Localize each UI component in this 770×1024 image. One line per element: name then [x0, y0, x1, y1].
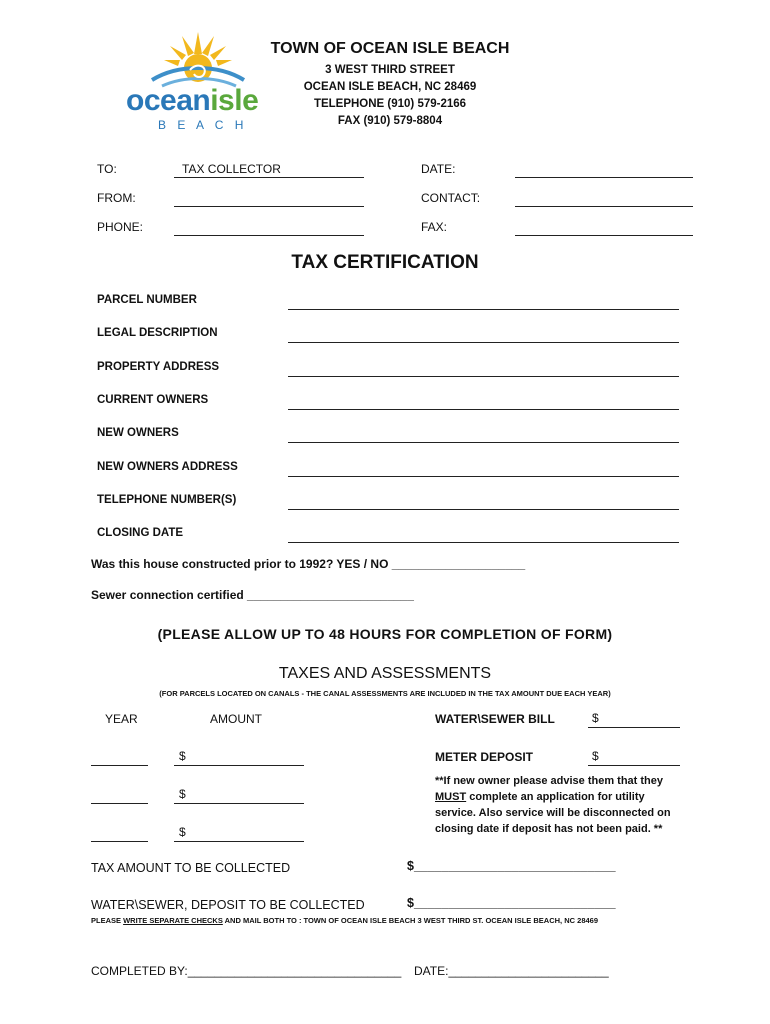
- note-must: MUST: [435, 791, 467, 803]
- completion-notice: (PLEASE ALLOW UP TO 48 HOURS FOR COMPLETION OF FORM): [157, 626, 613, 642]
- note-line-4: closing date if deposit has not been paid. **: [435, 823, 663, 835]
- form-title: TAX CERTIFICATION: [291, 252, 479, 273]
- amount-line[interactable]: [174, 841, 304, 842]
- checks-prefix: PLEASE: [91, 916, 124, 925]
- water-bill-dollar: $: [592, 711, 599, 725]
- org-header: [240, 40, 540, 130]
- completed-date[interactable]: DATE:________________________: [414, 964, 609, 978]
- water-deposit-value[interactable]: $_____________________________: [407, 896, 616, 910]
- field-label: CURRENT OWNERS: [97, 393, 209, 406]
- tax-amount-label: TAX AMOUNT TO BE COLLECTED: [91, 861, 291, 875]
- amount-dollar: $: [179, 825, 186, 839]
- contact-line[interactable]: [515, 206, 693, 207]
- water-bill-label: WATER\SEWER BILL: [435, 712, 555, 726]
- field-label: PROPERTY ADDRESS: [97, 360, 220, 373]
- meter-deposit-line[interactable]: [588, 765, 680, 766]
- field-label: CLOSING DATE: [97, 527, 184, 540]
- note-line-3: service. Also service will be disconnected on: [435, 807, 671, 819]
- question-1992: Was this house constructed prior to 1992? YES / NO ____________________: [91, 557, 526, 571]
- amount-dollar: $: [179, 787, 186, 801]
- address-line2: OCEAN ISLE BEACH, NC 28469: [303, 81, 477, 93]
- date-line[interactable]: [515, 177, 693, 178]
- address-line1: 3 WEST THIRD STREET: [325, 64, 455, 76]
- logo-isle: isle: [210, 84, 259, 117]
- amount-label: AMOUNT: [210, 712, 262, 726]
- telephone-line: TELEPHONE (910) 579-2166: [313, 98, 467, 110]
- field-label: NEW OWNERS: [97, 427, 179, 440]
- field-input-line[interactable]: [288, 442, 679, 443]
- fax-field-line[interactable]: [515, 235, 693, 236]
- amount-line[interactable]: [174, 803, 304, 804]
- date-label: DATE:: [421, 162, 456, 176]
- meter-deposit-dollar: $: [592, 749, 599, 763]
- year-line[interactable]: [91, 841, 148, 842]
- amount-dollar: $: [179, 749, 186, 763]
- year-label: YEAR: [105, 712, 138, 726]
- note-line-2: complete an application for utility: [466, 791, 645, 803]
- tax-amount-value[interactable]: $_____________________________: [407, 859, 616, 873]
- from-line[interactable]: [174, 206, 364, 207]
- phone-line[interactable]: [174, 235, 364, 236]
- to-value: TAX COLLECTOR: [182, 162, 281, 176]
- logo-beach: B E A C H: [158, 118, 248, 132]
- fax-line: FAX (910) 579-8804: [337, 115, 443, 127]
- amount-line[interactable]: [174, 765, 304, 766]
- field-input-line[interactable]: [288, 309, 679, 310]
- field-input-line[interactable]: [288, 476, 679, 477]
- meter-deposit-label: METER DEPOSIT: [435, 750, 534, 764]
- field-input-line[interactable]: [288, 409, 679, 410]
- checks-underlined: WRITE SEPARATE CHECKS: [123, 916, 223, 925]
- field-input-line[interactable]: [288, 342, 679, 343]
- sewer-certified: Sewer connection certified _________________________: [91, 588, 414, 602]
- note-line-1: **If new owner please advise them that they: [435, 775, 664, 787]
- owner-note: [435, 773, 685, 837]
- completed-by[interactable]: COMPLETED BY:________________________________: [91, 964, 402, 978]
- field-label: LEGAL DESCRIPTION: [97, 327, 218, 340]
- field-label: TELEPHONE NUMBER(S): [97, 493, 237, 506]
- logo-ocean: ocean: [126, 84, 211, 117]
- year-line[interactable]: [91, 765, 148, 766]
- field-input-line[interactable]: [288, 509, 679, 510]
- field-input-line[interactable]: [288, 376, 679, 377]
- contact-label: CONTACT:: [421, 191, 481, 205]
- year-line[interactable]: [91, 803, 148, 804]
- taxes-heading: TAXES AND ASSESSMENTS: [278, 665, 492, 682]
- to-label: TO:: [97, 162, 117, 176]
- water-deposit-label: WATER\SEWER, DEPOSIT TO BE COLLECTED: [91, 898, 365, 912]
- water-bill-line[interactable]: [588, 727, 680, 728]
- field-label: PARCEL NUMBER: [97, 294, 197, 306]
- checks-suffix: AND MAIL BOTH TO : TOWN OF OCEAN ISLE BEACH 3 WEST THIRD ST. OCEAN ISLE BEACH, NC 28469: [222, 916, 599, 925]
- to-line[interactable]: [174, 177, 364, 178]
- checks-note: [91, 916, 598, 925]
- field-label: NEW OWNERS ADDRESS: [97, 460, 238, 473]
- fax-label: FAX:: [421, 220, 448, 234]
- field-input-line[interactable]: [288, 542, 679, 543]
- from-label: FROM:: [97, 191, 136, 205]
- org-name: TOWN OF OCEAN ISLE BEACH: [270, 40, 510, 57]
- phone-label: PHONE:: [97, 220, 144, 234]
- taxes-subheading: (FOR PARCELS LOCATED ON CANALS - THE CANAL ASSESSMENTS ARE INCLUDED IN THE TAX AMOUNT DUE EACH YEAR): [159, 689, 611, 698]
